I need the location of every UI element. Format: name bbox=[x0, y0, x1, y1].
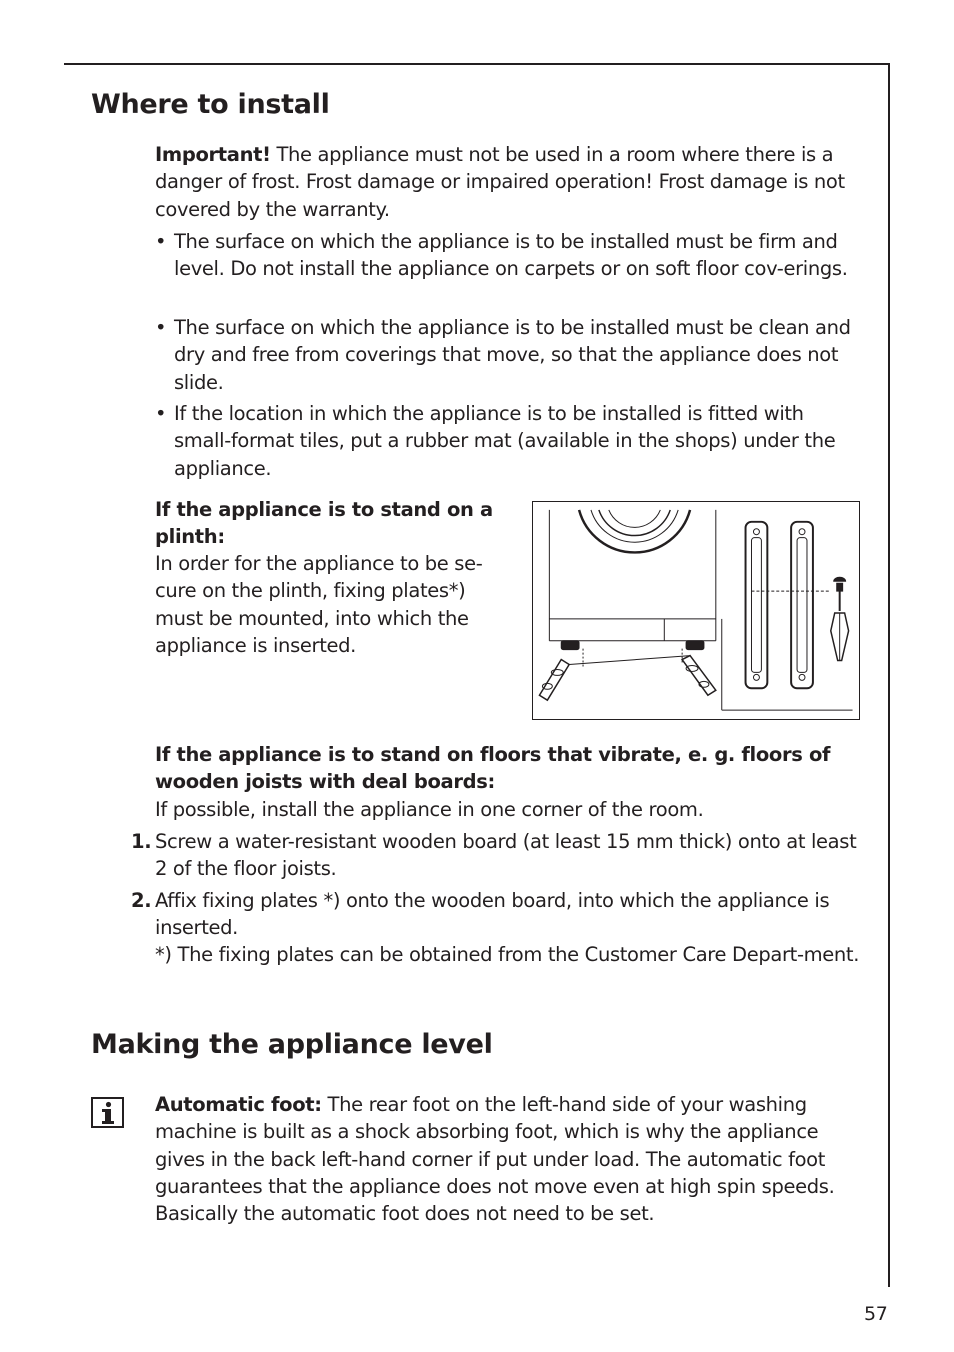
info-icon-graphic bbox=[91, 1097, 124, 1128]
fixing-plates-drawing bbox=[533, 502, 859, 719]
page-number: 57 bbox=[864, 1303, 888, 1325]
bullet-text: If the location in which the appliance is to be installed is fitted with small-format tiles, put a rubber mat (available in the shops) under the appliance. bbox=[174, 402, 836, 480]
important-text: The appliance must not be used in a room where there is a danger of frost. Frost damage or impaired operation! Frost damage is not covered by the warranty. bbox=[155, 143, 845, 221]
bullet-text: The surface on which the appliance is to be installed must be clean and dry and free from coverings that move, so that the appliance does not slide. bbox=[174, 316, 851, 394]
bullet-symbol: • bbox=[155, 230, 167, 253]
plinth-heading: If the appliance is to stand on a plinth: bbox=[155, 498, 493, 549]
bullet-item bbox=[155, 314, 865, 396]
bullet-text: The surface on which the appliance is to be installed must be firm and level. Do not install the appliance on carpets or on soft floor cov-erings. bbox=[174, 230, 848, 281]
important-paragraph bbox=[155, 141, 865, 223]
right-margin-rule bbox=[888, 63, 890, 1287]
heading-where-to-install: Where to install bbox=[91, 89, 330, 120]
step-text: Screw a water-resistant wooden board (at least 15 mm thick) onto at least 2 of the floor joists. bbox=[155, 830, 857, 881]
automatic-foot-text: The rear foot on the left-hand side of your washing machine is built as a shock absorbing foot, which is why the appliance gives in the back left-hand corner if put under load. The automatic foot guarantees that the appliance does not move even at high spin speeds. Basically the automatic foot does not need to be set. bbox=[155, 1093, 835, 1226]
step-number: 1. bbox=[131, 830, 152, 853]
floors-heading: If the appliance is to stand on floors that vibrate, e. g. floors of wooden joists with deal boards: bbox=[155, 743, 831, 794]
info-icon bbox=[91, 1097, 124, 1128]
floors-text: If possible, install the appliance in one corner of the room. bbox=[155, 798, 704, 821]
plinth-text: In order for the appliance to be se-cure on the plinth, fixing plates*) must be mounted, into which the appliance is inserted. bbox=[155, 552, 483, 657]
heading-making-appliance-level: Making the appliance level bbox=[91, 1029, 493, 1060]
bullet-symbol: • bbox=[155, 316, 167, 339]
automatic-foot-paragraph bbox=[155, 1091, 865, 1227]
bullet-symbol: • bbox=[155, 402, 167, 425]
bullet-item bbox=[155, 228, 865, 283]
footnote: *) The fixing plates can be obtained from the Customer Care Depart-ment. bbox=[155, 943, 860, 966]
step-text: Affix fixing plates *) onto the wooden board, into which the appliance is inserted. bbox=[155, 889, 830, 940]
plinth-fixing-illustration bbox=[532, 501, 860, 720]
important-label: Important! bbox=[155, 143, 271, 166]
automatic-foot-label: Automatic foot: bbox=[155, 1093, 322, 1116]
step-number: 2. bbox=[131, 889, 152, 912]
bullet-item bbox=[155, 400, 865, 482]
top-rule bbox=[64, 63, 890, 65]
